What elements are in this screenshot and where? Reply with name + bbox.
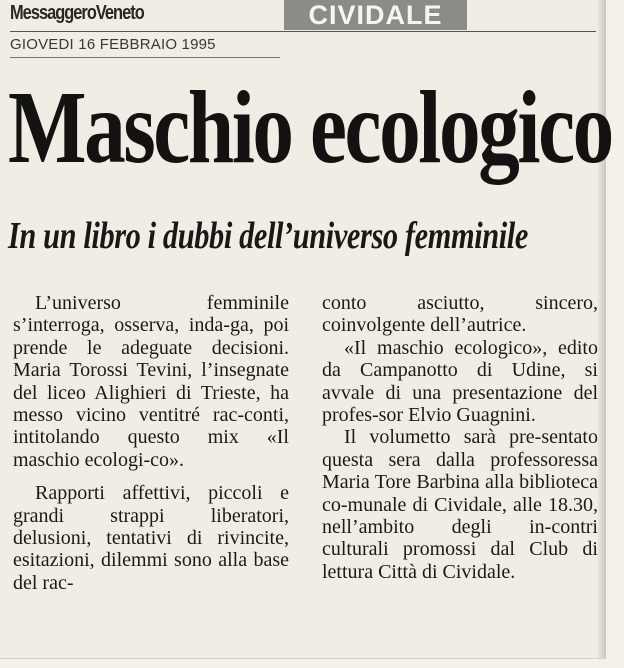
article-column-right [322,292,598,583]
article-paragraph: Il volumetto sarà pre-sentato questa sera dalla professoressa Maria Tore Barbina alla biblioteca co-munale di Cividale, alle 18.30, nell’ambito degli in-contri culturali promossi dal Club di lettura Città di Cividale. [322,426,598,583]
article-column-left [13,292,289,594]
newspaper-masthead: MessaggeroVeneto [10,2,144,24]
section-banner: CIVIDALE [284,0,467,30]
date-rule [10,57,280,58]
article-paragraph: «Il maschio ecologico», edito da Campanotto di Udine, si avvale di una presentazione del profes-sor Elvio Guagnini. [322,336,598,427]
article-paragraph: L’universo femminile s’interroga, osserva, inda-ga, poi prende le adeguate decisioni. Maria Torossi Tevini, l’insegnate del liceo Alighieri di Trieste, ha messo vicino ventitré rac-conti, intitolando questo mix «Il maschio ecologi-co». [13,292,289,471]
article-paragraph: Rapporti affettivi, piccoli e grandi strappi liberatori, delusioni, tentativi di rivincite, esitazioni, dilemmi sono alla base del rac- [13,482,289,594]
article-headline: Maschio ecologico [8,70,612,185]
masthead-rule [10,31,596,32]
article-subheadline: In un libro i dubbi dell’universo femminile [8,215,528,257]
publication-date: GIOVEDI 16 FEBBRAIO 1995 [10,36,216,53]
article-paragraph-continued: conto asciutto, sincero, coinvolgente dell’autrice. [322,292,598,337]
